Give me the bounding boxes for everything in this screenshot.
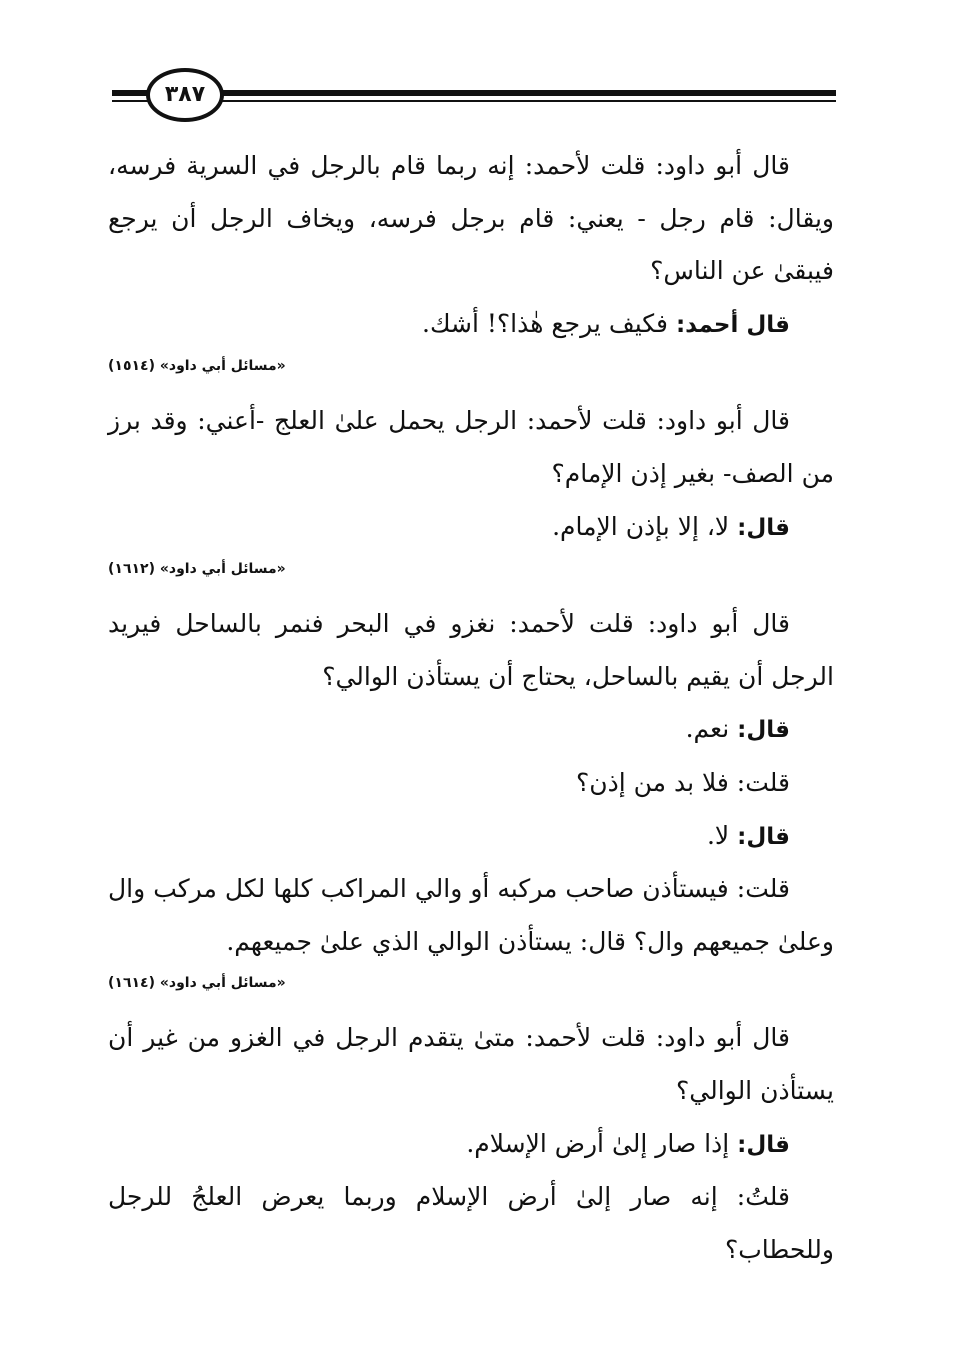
speaker-label: قال:	[737, 717, 790, 744]
answer-text: فكيف يرجع هٰذا؟! أشك.	[422, 308, 676, 338]
source-reference: «مسائل أبي داود» (١٦١٤)	[108, 975, 286, 992]
question-paragraph: قال أبو داود: قلت لأحمد: الرجل يحمل علىٰ العلج -أعني: وقد برز من الصف- بغير إذن الإمام؟	[108, 406, 834, 488]
answer-line	[108, 298, 834, 352]
page-number: ٣٨٧	[146, 68, 224, 122]
speaker-label: قال:	[737, 823, 790, 850]
question-line	[108, 757, 834, 810]
page-body	[108, 140, 834, 1276]
answer-line	[108, 810, 834, 864]
question-paragraph: قال أبو داود: قلت لأحمد: نغزو في البحر فنمر بالساحل فيريد الرجل أن يقيم بالساحل، يحتاج أن يستأذن الوالي؟	[108, 609, 834, 691]
question-paragraph: قال أبو داود: قلت لأحمد: إنه ربما قام بالرجل في السرية فرسه، ويقال: قام رجل - يعني: قام برجل فرسه، ويخاف الرجل أن يرجع فيبقىٰ عن الناس؟	[108, 151, 834, 286]
page-header	[112, 68, 836, 120]
answer-text: إذا صار إلىٰ أرض الإسلام.	[466, 1128, 738, 1158]
source-reference: «مسائل أبي داود» (١٥١٤)	[108, 358, 286, 375]
answer-text: لا.	[706, 820, 738, 850]
answer-line	[108, 703, 834, 757]
speaker-label: قال أحمد:	[675, 311, 790, 338]
question-text: قلت: فلا بد من إذن؟	[575, 767, 790, 797]
answer-text: نعم.	[685, 714, 738, 744]
speaker-label: قال:	[737, 514, 790, 541]
answer-text: لا، إلا بإذن الإمام.	[552, 511, 738, 541]
question-paragraph: قال أبو داود: قلت لأحمد: متىٰ يتقدم الرجل في الغزو من غير أن يستأذن الوالي؟	[108, 1023, 834, 1105]
answer-line	[108, 1118, 834, 1172]
answer-line	[108, 501, 834, 555]
question-paragraph: قلتُ: إنه صار إلىٰ أرض الإسلام وربما يعرض العلجُ للرجل وللحطاب؟	[108, 1182, 834, 1264]
question-paragraph: قلت: فيستأذن صاحب مركبه أو والي المراكب كلها لكل مركب وال وعلىٰ جميعهم وال؟ قال: يستأذن الوالي الذي علىٰ جميعهم.	[108, 874, 834, 956]
source-reference: «مسائل أبي داود» (١٦١٢)	[108, 561, 286, 578]
speaker-label: قال:	[737, 1131, 790, 1158]
